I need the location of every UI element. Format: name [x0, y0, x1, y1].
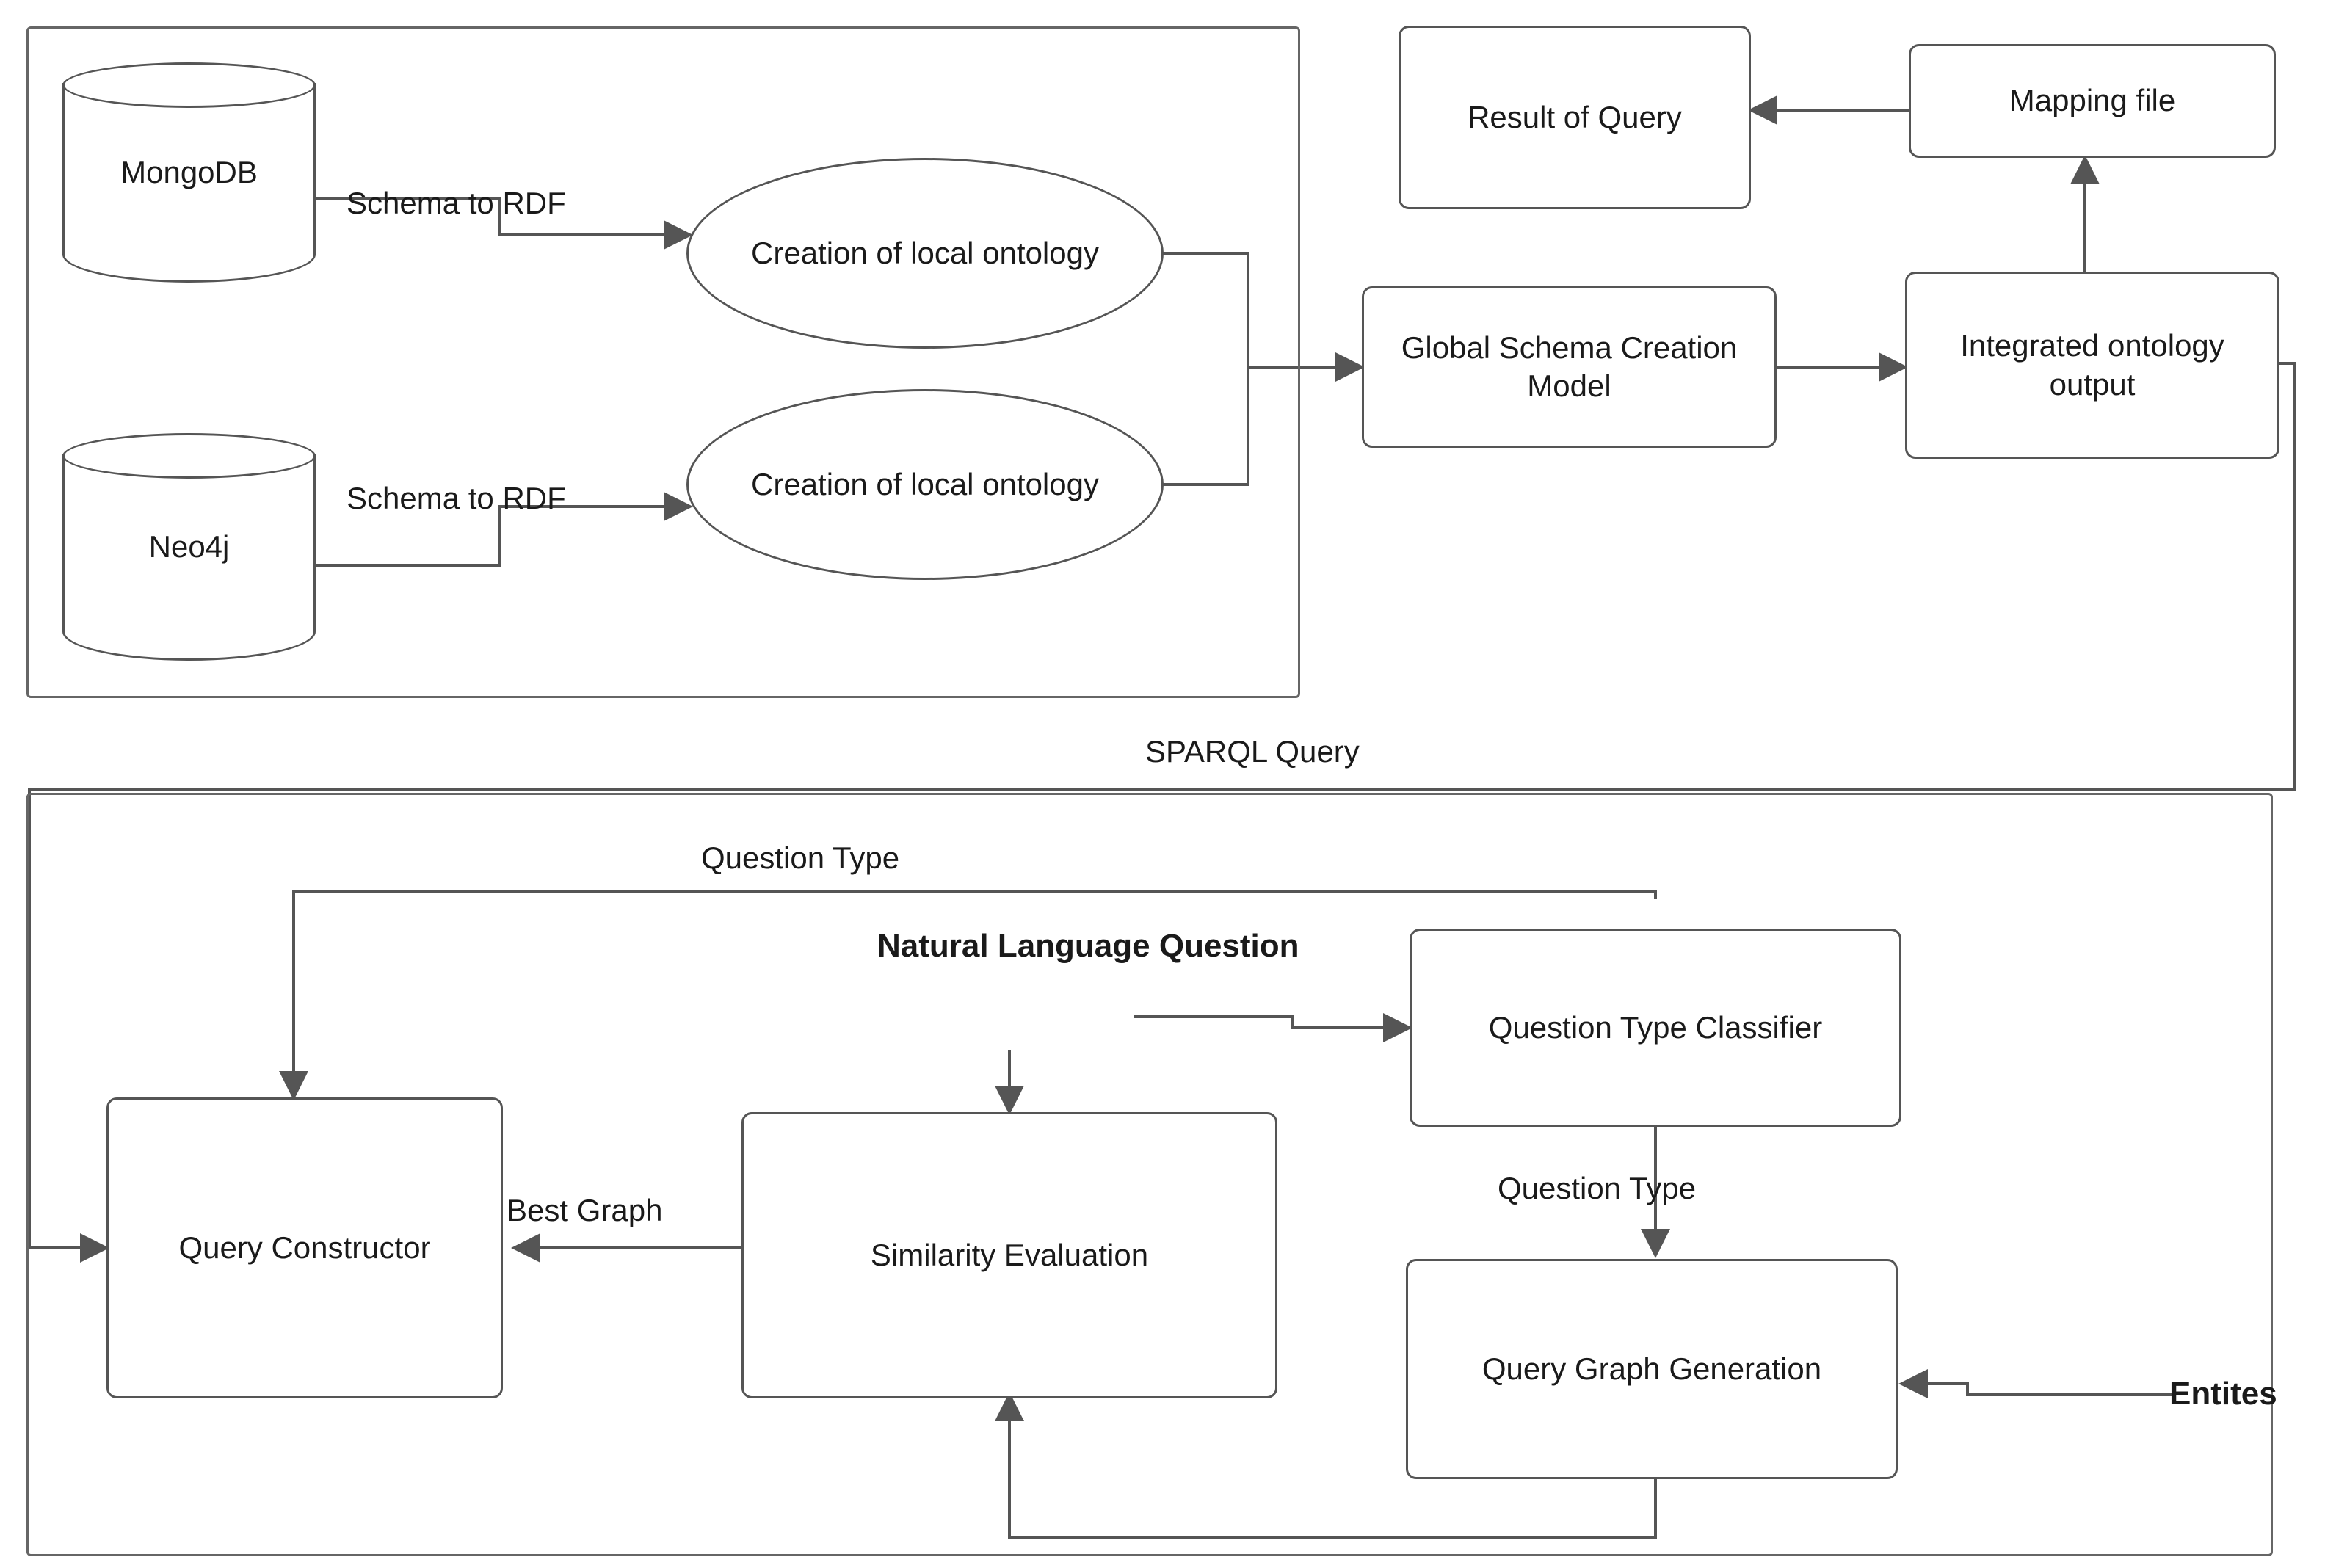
- process-creation-local-ontology-1-label: Creation of local ontology: [751, 235, 1099, 270]
- process-global-schema-creation-model[interactable]: [1362, 286, 1777, 448]
- process-creation-local-ontology-2[interactable]: [686, 389, 1164, 580]
- process-question-type-classifier[interactable]: [1410, 929, 1901, 1127]
- process-question-type-classifier-label: Question Type Classifier: [1488, 1009, 1823, 1045]
- process-query-graph-generation-label: Query Graph Generation: [1481, 1351, 1822, 1386]
- edge-label-question-type-right: Question Type: [1498, 1171, 1697, 1205]
- process-similarity-evaluation-label: Similarity Evaluation: [870, 1237, 1149, 1272]
- input-natural-language-question: Natural Language Question: [877, 928, 1299, 964]
- process-similarity-evaluation[interactable]: [741, 1112, 1277, 1398]
- input-entities: Entites: [2169, 1376, 2277, 1412]
- process-global-schema-creation-model-label: Global Schema Creation Model: [1401, 330, 1738, 403]
- edge-label-sparql-query: SPARQL Query: [1145, 734, 1360, 769]
- process-creation-local-ontology-2-label: Creation of local ontology: [751, 466, 1099, 501]
- datastore-neo4j-label: Neo4j: [148, 529, 230, 564]
- artifact-result-of-query[interactable]: [1399, 26, 1751, 209]
- process-query-constructor-label: Query Constructor: [178, 1230, 431, 1265]
- datastore-mongodb-label: MongoDB: [120, 154, 258, 189]
- edge-label-question-type-top: Question Type: [701, 841, 900, 875]
- process-query-constructor[interactable]: [106, 1097, 503, 1398]
- datastore-neo4j[interactable]: [62, 433, 316, 661]
- cylinder-top: [62, 433, 316, 479]
- artifact-result-of-query-label: Result of Query: [1468, 99, 1682, 134]
- edge-label-best-graph: Best Graph: [507, 1193, 663, 1227]
- process-integrated-ontology-output-label: Integrated ontology output: [1960, 328, 2224, 402]
- artifact-mapping-file-label: Mapping file: [2009, 83, 2176, 118]
- cylinder-top: [62, 62, 316, 108]
- process-query-graph-generation[interactable]: [1406, 1259, 1898, 1479]
- artifact-mapping-file[interactable]: [1909, 44, 2276, 158]
- edge-label-schema-to-rdf-2: Schema to RDF: [347, 481, 566, 515]
- process-creation-local-ontology-1[interactable]: [686, 158, 1164, 349]
- datastore-mongodb[interactable]: [62, 62, 316, 283]
- edge-label-schema-to-rdf-1: Schema to RDF: [347, 186, 566, 220]
- process-integrated-ontology-output[interactable]: [1905, 272, 2279, 459]
